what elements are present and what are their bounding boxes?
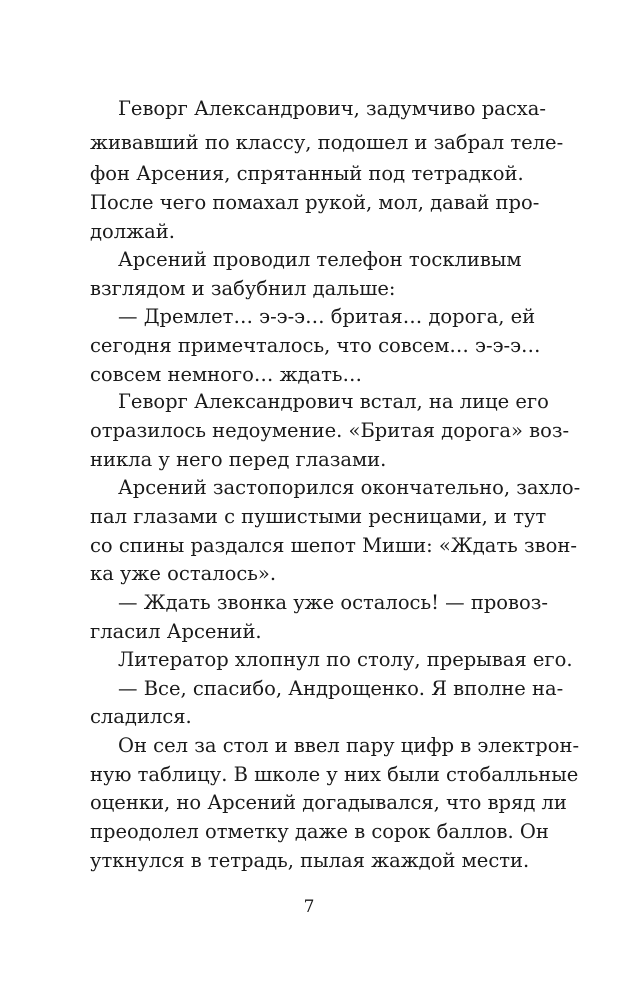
- text-line: пал глазами с пушистыми ресницами, и тут: [90, 505, 547, 528]
- text-line: Геворг Александрович, задумчиво расха-: [118, 97, 546, 120]
- text-line: сегодня примечталось, что совсем… э-э-э…: [90, 334, 541, 357]
- text-line: совсем немного… ждать…: [90, 363, 363, 386]
- text-line: — Все, спасибо, Андрощенко. Я вполне на-: [118, 677, 564, 700]
- text-line: — Дремлет… э-э-э… бритая… дорога, ей: [118, 305, 536, 328]
- text-line: ка уже осталось».: [90, 562, 277, 585]
- text-line: живавший по классу, подошел и забрал теле-: [90, 131, 564, 154]
- text-line: Арсений проводил телефон тоскливым: [118, 248, 522, 271]
- text-line: сладился.: [90, 705, 192, 728]
- text-line: ную таблицу. В школе у них были стобалльные: [90, 763, 579, 786]
- text-line: фон Арсения, спрятанный под тетрадкой.: [90, 162, 524, 185]
- text-line: Арсений застопорился окончательно, захло-: [118, 476, 581, 499]
- text-line: никла у него перед глазами.: [90, 448, 387, 471]
- text-line: После чего помахал рукой, мол, давай про-: [90, 191, 540, 214]
- text-line: Геворг Александрович встал, на лице его: [118, 390, 549, 413]
- text-line: оценки, но Арсений догадывался, что вряд ли: [90, 791, 567, 814]
- text-line: Литератор хлопнул по столу, прерывая его.: [118, 648, 573, 671]
- text-line: должай.: [90, 220, 175, 243]
- text-line: — Ждать звонка уже осталось! — провоз-: [118, 591, 548, 614]
- text-line: отразилось недоумение. «Бритая дорога» воз-: [90, 419, 570, 442]
- text-line: Он сел за стол и ввел пару цифр в электрон-: [118, 734, 580, 757]
- text-line: взглядом и забубнил дальше:: [90, 277, 396, 300]
- text-line: гласил Арсений.: [90, 620, 262, 643]
- page-number: 7: [303, 897, 315, 917]
- text-line: преодолел отметку даже в сорок баллов. Он: [90, 820, 549, 843]
- text-line: со спины раздался шепот Миши: «Ждать звон-: [90, 534, 577, 557]
- text-line: уткнулся в тетрадь, пылая жаждой мести.: [90, 849, 530, 872]
